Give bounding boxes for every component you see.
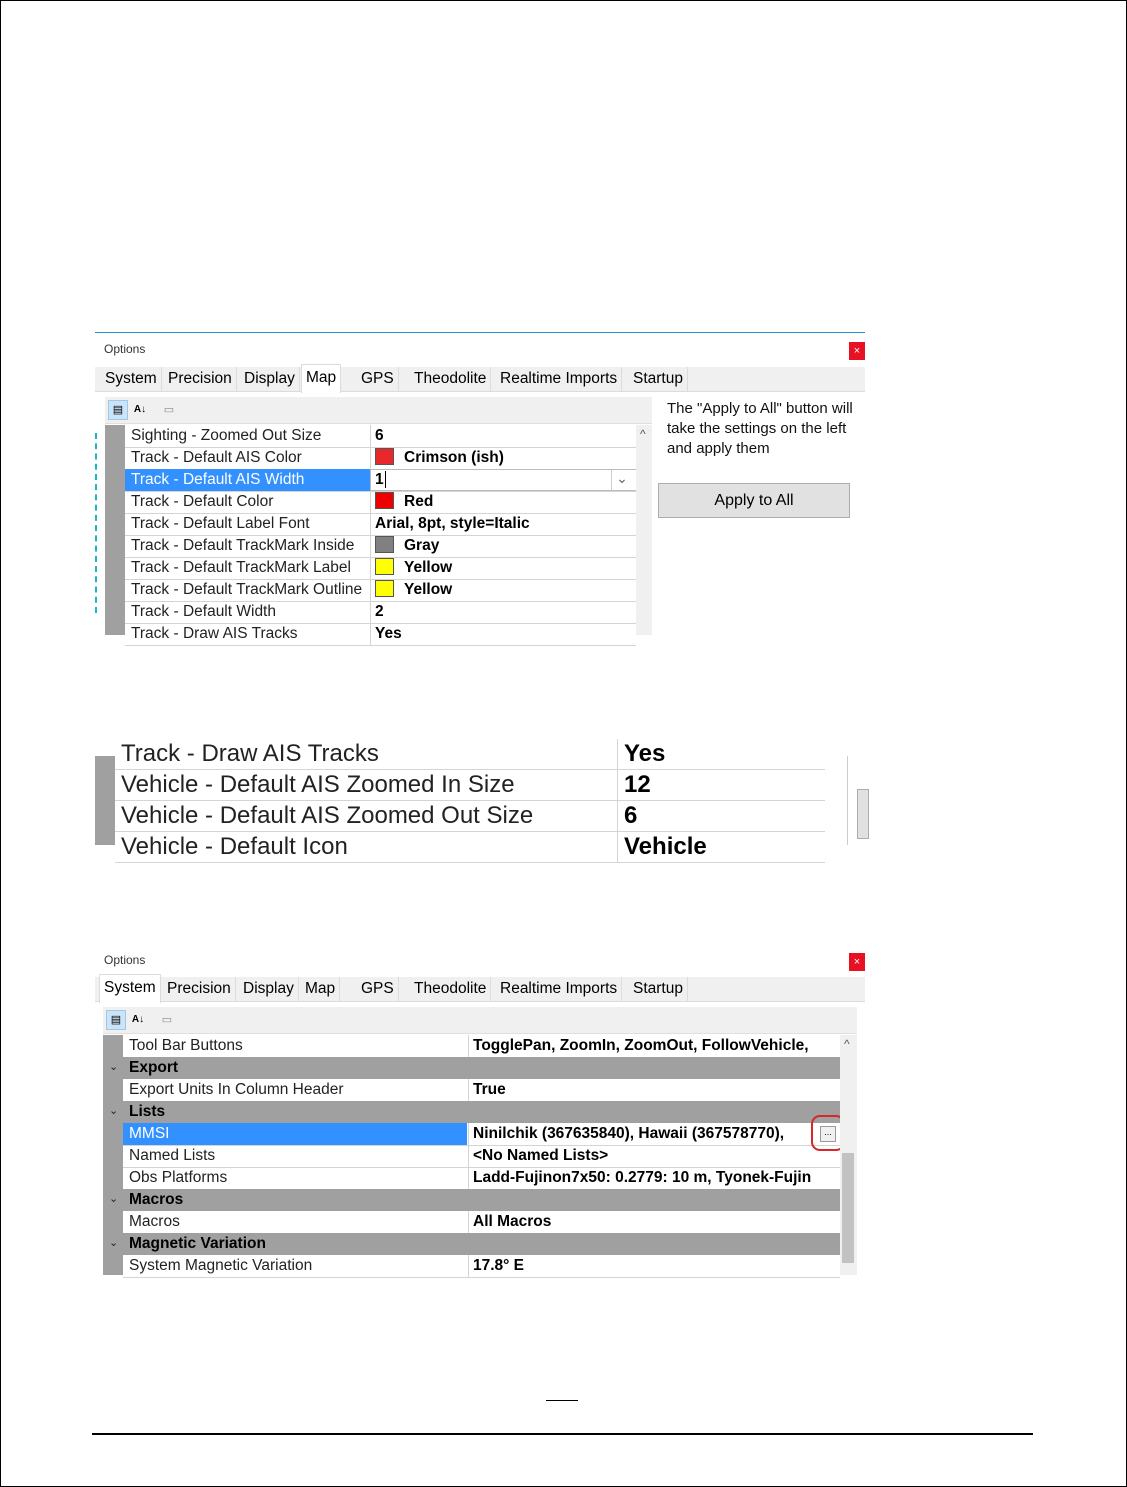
property-value: Ladd-Fujinon7x50: 0.2779: 10 m, Tyonek-Fujin [468,1167,841,1189]
tab-realtime-imports[interactable]: Realtime Imports [496,367,622,391]
property-name: Track - Default Label Font [131,515,310,532]
collapse-chevron-icon[interactable]: ⌄ [109,1237,119,1249]
property-name: Tool Bar Buttons [129,1037,243,1054]
grid-row[interactable] [115,770,825,801]
category-label: Magnetic Variation [129,1235,266,1252]
collapse-chevron-icon[interactable]: ⌄ [109,1193,119,1205]
tab-map[interactable]: Map [301,977,340,1001]
close-icon: × [853,345,861,357]
category-macros[interactable] [103,1189,840,1211]
property-name: Obs Platforms [129,1169,228,1186]
property-name: Track - Default TrackMark Outline [131,581,363,598]
property-value: 12 [617,770,834,800]
grid-row[interactable] [115,739,825,770]
property-value: All Macros [468,1211,841,1233]
category-export[interactable] [103,1057,840,1079]
property-name: MMSI [123,1123,467,1145]
property-value: <No Named Lists> [468,1145,841,1167]
color-swatch [375,448,394,465]
tab-precision[interactable]: Precision [164,367,237,391]
property-toolbar [103,1007,857,1034]
width-edit-field[interactable]: 1 [370,469,638,491]
grid-row-selected[interactable] [123,1123,840,1146]
alphabetical-sort-icon[interactable]: A↓ [133,404,147,415]
property-value: 2 [370,601,637,623]
grid-row[interactable] [123,1035,840,1058]
vertical-scrollbar[interactable] [840,1035,857,1275]
close-button[interactable] [849,953,865,971]
apply-to-all-button-edge[interactable] [857,789,869,839]
scroll-up-icon[interactable]: ^ [844,1037,850,1051]
tab-system[interactable]: System [99,974,161,1003]
property-grid [103,1035,857,1275]
property-value: Yellow [370,579,637,601]
grid-row[interactable] [123,1079,840,1102]
property-name: Track - Draw AIS Tracks [121,740,379,767]
property-name: Macros [129,1213,180,1230]
grid-row[interactable] [123,1167,840,1190]
grid-row[interactable] [115,832,825,863]
grid-row[interactable] [123,1145,840,1168]
tab-startup[interactable]: Startup [629,977,688,1001]
ellipsis-button[interactable]: ... [820,1126,836,1142]
property-value: 6 [617,801,834,831]
tab-theodolite[interactable]: Theodolite [410,977,491,1001]
grid-row[interactable] [125,535,636,558]
property-value: Red [370,491,637,513]
zoomed-property-grid [95,740,865,860]
tab-system[interactable]: System [101,367,162,391]
grid-divider [847,756,848,845]
property-name: Vehicle - Default Icon [121,833,348,860]
grid-row[interactable] [115,801,825,832]
grid-row[interactable] [125,623,636,646]
property-name: Track - Draw AIS Tracks [131,625,298,642]
tab-display[interactable]: Display [239,977,299,1001]
property-name: Sighting - Zoomed Out Size [131,427,322,444]
property-value: True [468,1079,841,1101]
collapse-chevron-icon[interactable]: ⌄ [109,1105,119,1117]
property-value: Yellow [370,557,637,579]
dropdown-arrow-icon[interactable]: ⌄ [611,470,632,490]
grid-row[interactable] [125,513,636,536]
property-pages-icon[interactable]: ▭ [163,404,175,416]
grid-gutter [95,756,115,845]
scrollbar-thumb[interactable] [842,1153,854,1263]
color-swatch [375,536,394,553]
dialog-title: Options [104,342,146,356]
vertical-scrollbar[interactable] [636,425,652,635]
grid-row[interactable] [125,579,636,602]
scroll-up-icon[interactable]: ^ [640,427,646,441]
grid-row[interactable] [125,601,636,624]
color-swatch [375,558,394,575]
page-number-underline [546,1394,578,1401]
tab-strip [95,977,865,1002]
footer-rule [92,1433,1033,1435]
category-label: Lists [129,1103,166,1120]
property-value: 6 [370,425,637,447]
grid-row[interactable] [125,557,636,580]
color-swatch [375,492,394,509]
tab-theodolite[interactable]: Theodolite [410,367,491,391]
tab-map[interactable]: Map [301,364,341,393]
options-dialog-system [95,945,865,1273]
category-lists[interactable] [103,1101,840,1123]
tab-gps[interactable]: GPS [357,977,399,1001]
grid-row[interactable] [123,1255,840,1278]
property-name: Vehicle - Default AIS Zoomed In Size [121,771,515,798]
property-name: Track - Default TrackMark Label [131,559,351,576]
collapse-chevron-icon[interactable]: ⌄ [109,1061,119,1073]
property-value: Yes [617,739,834,769]
property-pages-icon[interactable]: ▭ [161,1014,173,1026]
property-value: Crimson (ish) [370,447,637,469]
tab-gps[interactable]: GPS [357,367,399,391]
apply-to-all-button[interactable]: Apply to All [658,483,850,518]
property-value: Vehicle [617,832,834,862]
color-swatch [375,580,394,597]
tab-precision[interactable]: Precision [163,977,236,1001]
grid-row-selected[interactable] [125,469,636,492]
grid-row[interactable] [125,491,636,514]
property-value: Gray [370,535,637,557]
apply-help-text: The "Apply to All" button will take the settings on the left and apply them [667,400,853,457]
alphabetical-sort-icon[interactable]: A↓ [131,1014,145,1025]
close-button[interactable] [849,342,865,360]
tab-startup[interactable]: Startup [629,367,688,391]
options-dialog-map [95,332,865,642]
tab-display[interactable]: Display [240,367,300,391]
categorized-view-icon[interactable]: ▤ [108,400,128,420]
property-value: Arial, 8pt, style=Italic [370,513,637,535]
property-name: Named Lists [129,1147,216,1164]
close-icon: × [853,956,861,968]
tab-realtime-imports[interactable]: Realtime Imports [496,977,622,1001]
property-value: TogglePan, ZoomIn, ZoomOut, FollowVehicle, [468,1035,841,1057]
property-name: System Magnetic Variation [129,1257,313,1274]
property-value: 17.8° E [468,1255,841,1277]
category-label: Macros [129,1191,184,1208]
grid-gutter [105,425,125,635]
property-name: Vehicle - Default AIS Zoomed Out Size [121,802,534,829]
property-name: Track - Default Width [131,603,276,620]
property-name: Track - Default AIS Color [131,449,302,466]
category-label: Export [129,1059,179,1076]
property-name: Track - Default Color [131,493,274,510]
dialog-title: Options [104,953,146,967]
categorized-view-icon[interactable]: ▤ [106,1010,126,1030]
property-toolbar [105,397,652,424]
grid-row[interactable] [123,1211,840,1234]
window-edge-accent [95,433,100,613]
property-name: Track - Default TrackMark Inside [131,537,355,554]
property-grid [105,425,652,642]
grid-row[interactable] [125,447,636,470]
grid-row[interactable] [125,425,636,448]
property-value: Ninilchik (367635840), Hawaii (367578770), [468,1123,819,1145]
property-value: Yes [370,623,637,645]
property-name: Track - Default AIS Width [125,469,370,491]
property-name: Export Units In Column Header [129,1081,344,1098]
category-magnetic-variation[interactable] [103,1233,840,1255]
tab-strip [95,367,865,392]
